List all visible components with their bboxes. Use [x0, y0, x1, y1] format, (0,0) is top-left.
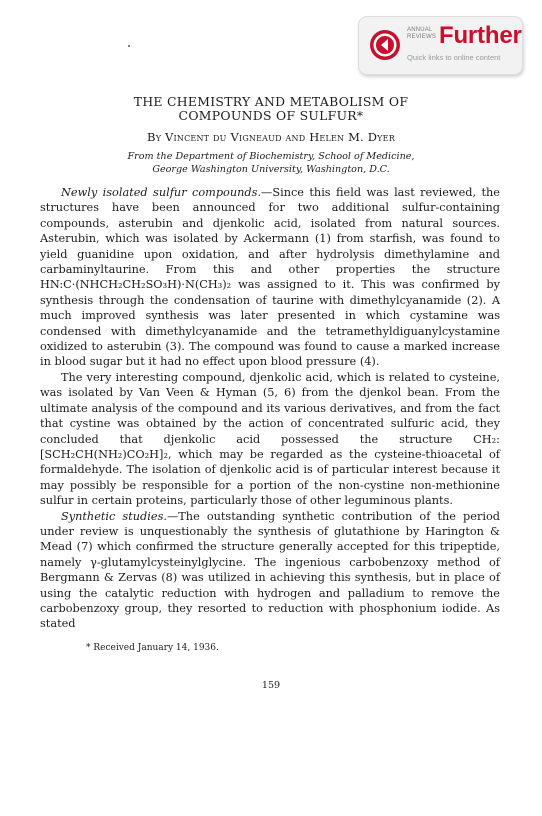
affiliation-line2: George Washington University, Washington, D.C. — [152, 164, 390, 175]
article-body — [40, 185, 500, 632]
badge-subtitle: Quick links to online content — [407, 53, 501, 62]
paragraph-text: —The outstanding synthetic contribution of the period under review is unquestionably the synthesis of glutathione by Harington & Mead (7) which confirmed the structure generally accepted for this tripeptide, namely γ-glutamylcysteinylglycine. The ingenious carbobenzoxy method of Bergmann & Zervas (8) was utilized in achieving this synthesis, but in place of using the catalytic reduction with hydrogen and palladium to remove the carbobenzoxy group, they resorted to reduction with phosphonium iodide. As stated — [40, 509, 500, 631]
paragraph — [40, 370, 500, 509]
author-byline: By Vincent du Vigneaud and Helen M. Dyer — [147, 130, 395, 144]
paragraph-text: —Since this field was last reviewed, the structures have been announced for two additional sulfur-containing compounds, asterubin and djenkolic acid, isolated from natural sources. Asterubin, which was isolated by Ackermann (1) from starfish, was found to yield guanidine upon oxidation, and after hydrolysis dimethylamine and carbaminyltaurine. From this and other properties the structure HN:C·(NHCH₂CH₂SO₃H)·N(CH₃)₂ was assigned to it. This was confirmed by synthesis through the condensation of taurine with dimethylcyanamide (2). A much improved synthesis was later presented in which cystamine was condensed with dimethylcyanamide and the tetramethyldiguanylcystamine oxidized to asterubin (3). The compound was found to cause a marked increase in blood sugar but it had no effect upon blood pressure (4). — [40, 186, 500, 369]
badge-brand-line2: REVIEWS — [407, 34, 437, 40]
paragraph — [40, 509, 500, 632]
paragraph-text: The very interesting compound, djenkolic acid, which is related to cysteine, was isolated by Van Veen & Hyman (5, 6) from the djenkol bean. From the ultimate analysis of the compound and its various derivatives, and from the fact that cystine was obtained by the action of concentrated sulfuric acid, they concluded that djenkolic acid possessed the structure CH₂:[SCH₂CH(NH₂)CO₂H]₂, which may be regarded as the cysteine-thioacetal of formaldehyde. The isolation of djenkolic acid is of particular interest because it may possibly be responsible for a portion of the non-cystine non-methionine sulfur in certain proteins, particularly those of other leguminous plants. — [40, 370, 500, 508]
badge-brand-line1: ANNUAL — [407, 27, 433, 33]
chevron-circle-icon — [369, 29, 401, 61]
paragraph — [40, 185, 500, 370]
article-title-line1: THE CHEMISTRY AND METABOLISM OF — [133, 94, 409, 109]
annual-reviews-further-badge[interactable] — [358, 16, 523, 75]
affiliation-line1: From the Department of Biochemistry, School of Medicine, — [127, 151, 415, 162]
article-title-line2: COMPOUNDS OF SULFUR* — [178, 108, 364, 123]
author-affiliation — [60, 150, 482, 176]
footnote: * Received January 14, 1936. — [86, 643, 219, 653]
page-number: 159 — [261, 680, 281, 691]
section-heading: Newly isolated sulfur compounds. — [61, 186, 262, 199]
section-heading: Synthetic studies. — [61, 509, 167, 523]
stray-mark — [128, 45, 130, 47]
badge-wordmark: Further — [439, 22, 522, 49]
badge-brand — [407, 27, 436, 41]
article-title — [60, 95, 482, 123]
